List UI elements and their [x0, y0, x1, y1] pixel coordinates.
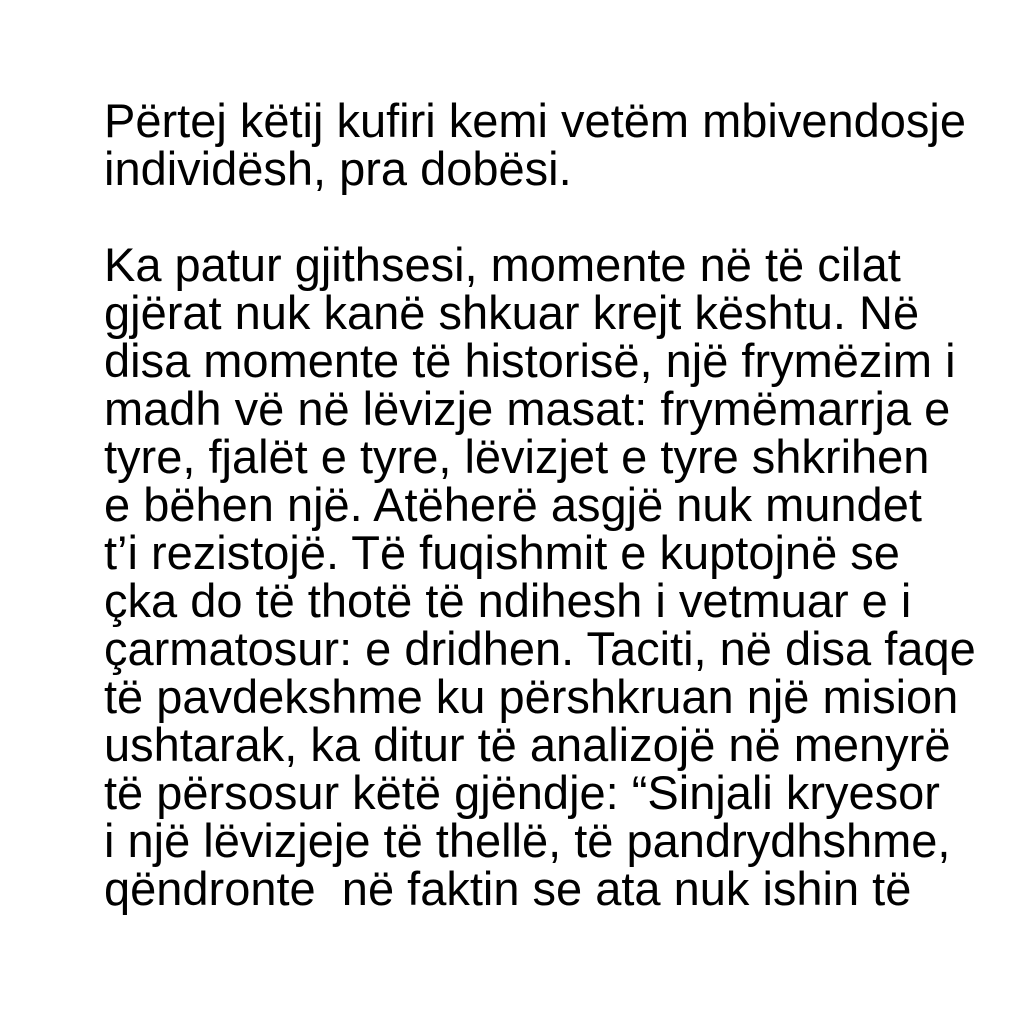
text-line: qëndronte në faktin se ata nuk ishin të: [104, 862, 912, 915]
paragraph: [104, 94, 976, 195]
text-line: Përtej këtij kufiri kemi vetëm mbivendosje: [104, 94, 966, 147]
text-line: Ka patur gjithsesi, momente në të cilat: [104, 238, 901, 291]
text-line: tyre, fjalët e tyre, lëvizjet e tyre shkrihen: [104, 430, 930, 483]
text-line: e bëhen një. Atëherë asgjë nuk mundet: [104, 478, 922, 531]
text-line: ushtarak, ka ditur të analizojë në menyrë: [104, 718, 951, 771]
text-block: [104, 94, 976, 961]
paragraph: [104, 238, 976, 915]
text-line: të përsosur këtë gjëndje: “Sinjali kryesor: [104, 766, 940, 819]
text-line: gjërat nuk kanë shkuar krejt kështu. Në: [104, 286, 920, 339]
text-line: çarmatosur: e dridhen. Taciti, në disa faqe: [104, 622, 976, 675]
text-line: t’i rezistojë. Të fuqishmit e kuptojnë se: [104, 526, 900, 579]
text-line: i një lëvizjeje të thellë, të pandrydhshme,: [104, 814, 951, 867]
text-line: individësh, pra dobësi.: [104, 142, 572, 195]
text-line: madh vë në lëvizje masat: frymëmarrja e: [104, 382, 951, 435]
text-line: të pavdekshme ku përshkruan një mision: [104, 670, 959, 723]
text-line: disa momente të historisë, një frymëzim i: [104, 334, 956, 387]
text-line: çka do të thotë të ndihesh i vetmuar e i: [104, 574, 912, 627]
